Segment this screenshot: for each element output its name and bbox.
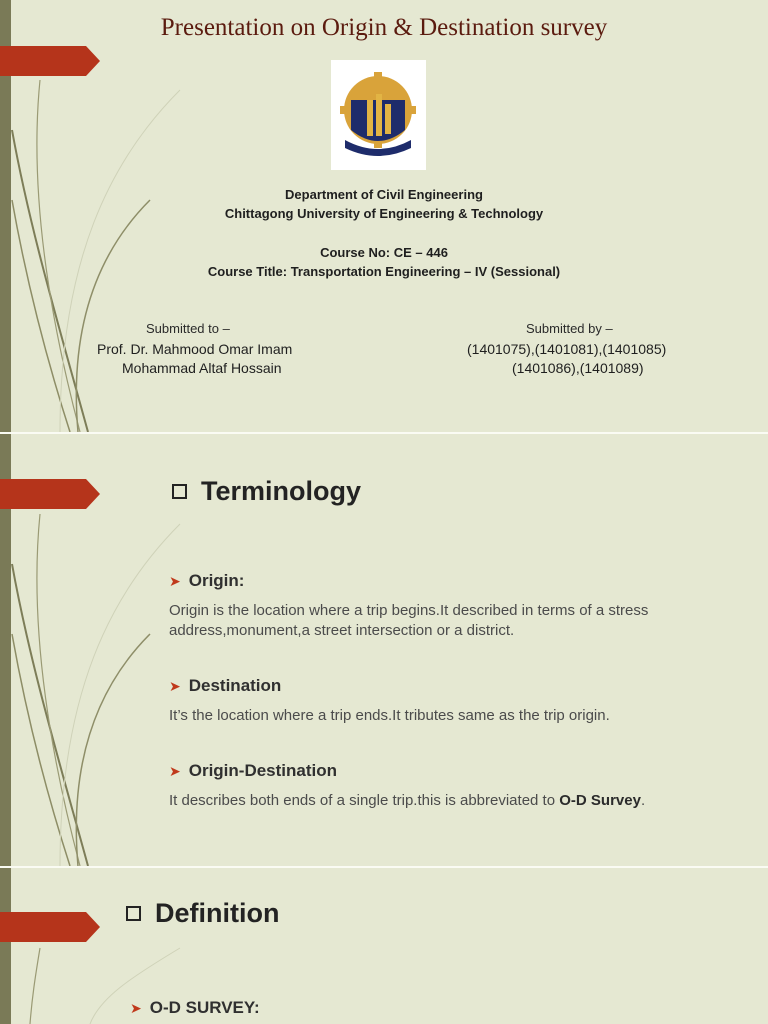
desc-text: . <box>640 792 646 809</box>
desc-text: It describes both ends of a single trip.this is abbreviated to <box>169 792 560 809</box>
submitted-by-label: Submitted by – <box>526 321 613 336</box>
section-heading <box>126 898 279 929</box>
arrow-bullet-icon: ➤ <box>169 572 181 589</box>
cuet-seal-icon <box>331 60 426 170</box>
course-title: Course Title: Transportation Engineering – IV (Sessional) <box>207 264 561 279</box>
course-number: Course No: CE – 446 <box>320 245 448 260</box>
student-ids: (1401086),(1401089) <box>512 360 644 376</box>
department-name: Department of Civil Engineering <box>285 187 483 202</box>
supervisor-name: Prof. Dr. Mahmood Omar Imam <box>97 341 293 357</box>
term-description <box>169 791 729 811</box>
submitted-to-label: Submitted to – <box>146 321 230 336</box>
arrow-bullet-icon: ➤ <box>169 677 181 694</box>
heading-text: Terminology <box>201 476 362 506</box>
term-label: Destination <box>188 676 282 695</box>
heading-text: Definition <box>155 898 280 928</box>
arrow-bullet-icon: ➤ <box>130 999 142 1016</box>
presentation-title: Presentation on Origin & Destination survey <box>160 14 608 41</box>
term-description: Origin is the location where a trip begins.It described in terms of a stress address,monument,a street intersection or a district. <box>169 602 649 639</box>
section-heading <box>172 476 361 507</box>
term-label: O-D SURVEY: <box>149 998 260 1017</box>
student-ids: (1401075),(1401081),(1401085) <box>467 341 667 357</box>
red-tab-marker <box>0 46 100 76</box>
arrow-bullet-icon: ➤ <box>169 762 181 779</box>
desc-bold-text: O-D Survey <box>559 792 641 809</box>
term-title <box>130 998 260 1018</box>
term-label: Origin: <box>188 571 245 590</box>
term-title <box>169 676 281 696</box>
slide-definition <box>0 868 768 1024</box>
term-label: Origin-Destination <box>188 761 338 780</box>
term-title <box>169 571 244 591</box>
term-title <box>169 761 337 781</box>
university-logo <box>331 60 426 170</box>
slide-title <box>0 0 768 432</box>
checkbox-bullet-icon <box>126 906 141 921</box>
checkbox-bullet-icon <box>172 484 187 499</box>
supervisor-name: Mohammad Altaf Hossain <box>122 360 282 376</box>
slide-terminology <box>0 434 768 866</box>
red-tab-marker <box>0 479 100 509</box>
term-description: It’s the location where a trip ends.It tributes same as the trip origin. <box>169 707 610 724</box>
red-tab-marker <box>0 912 100 942</box>
university-name: Chittagong University of Engineering & Technology <box>224 206 544 221</box>
